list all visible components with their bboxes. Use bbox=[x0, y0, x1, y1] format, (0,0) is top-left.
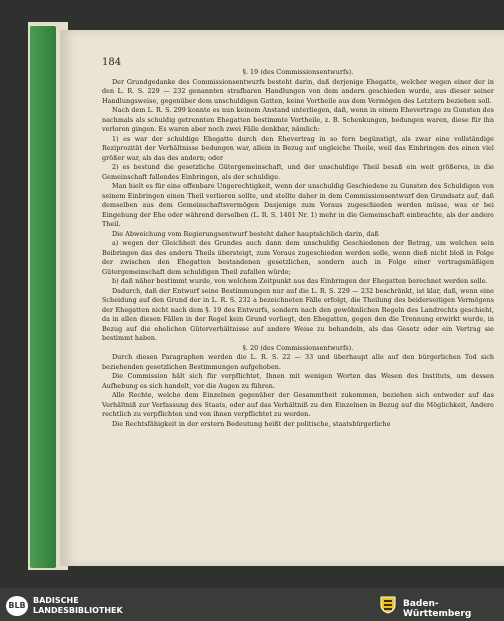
blb-name[interactable] bbox=[33, 596, 123, 616]
footer-bar bbox=[0, 588, 504, 621]
book-page bbox=[60, 30, 504, 566]
blb-name-line2: LANDESBIBLIOTHEK bbox=[33, 606, 123, 615]
paragraph: Die Rechtsfähigkeit in der erstern Bedeutung heißt der politische, staatsbürgerliche bbox=[112, 419, 391, 428]
paragraph: Man hielt es für eine offenbare Ungerechtigkeit, wenn der unschuldig Geschiedene zu Gunsten des Schuldigen von seinem Einbringen einen Theil verlieren sollte, und stellte daher in dem Commissionsentwurf den Grundsatz auf, daß demselben aus dem Gemeinschaftsvermögen Dasjenige zum Voraus zugeschieden werden müsse, was er bei Eingehung der Ehe oder während derselben (L. R. S. 1401 Nr. 1) mehr in die Gemeinschaft einbrachte, als der andere Theil. bbox=[102, 182, 494, 228]
paragraph: Die Commission hält sich für verpflichtet, Ihnen mit wenigen Worten das Wesen des Instituts, um dessen Aufhebung es sich handelt, vor die Augen zu führen. bbox=[102, 372, 494, 390]
blb-logo[interactable]: BLB bbox=[6, 596, 28, 616]
page-text bbox=[102, 68, 494, 429]
page-number: 184 bbox=[102, 57, 122, 68]
blb-name-line1: BADISCHE bbox=[33, 596, 79, 605]
book-cover bbox=[30, 26, 56, 568]
paragraph: Der Grundgedanke des Commissionsentwurfs besteht darin, daß derjenige Ehegatte, welcher wegen einer der in den L. R. S. 229 — 232 genannten strafbaren Handlungen von dem andern geschieden wurde, aus dieser seiner Handlungsweise, gegenüber dem unschuldigen Gatten, keine Vortheile aus dem Vermögen des Letztern beziehen soll. bbox=[102, 77, 494, 105]
paragraph: Dadurch, daß der Entwurf seine Bestimmungen nur auf die L. R. S. 229 — 232 beschränkt, ist klar, daß, wenn eine Scheidung auf den Grund der in L. R. S. 232 a bezeichneten Fälle erfolgt, die Theilung des beiderseitigen Vermögens der Ehegatten nicht nach dem §. 19 des Entwurfs, sondern nach den gewöhnlichen Regeln des Landrechts geschieht, da in allen diesen Fällen in der Regel kein Grund vorliegt, den Ehegatten, gegen den die Trennung erwirkt wurde, in Bezug auf die ehelichen Güterverhältnisse auf andere Weise zu behandeln, als das Gesetz oder ein Vertrag sie bestimmt haben. bbox=[102, 286, 494, 342]
paragraph: a) wegen der Gleichheit des Grundes auch dann dem unschuldig Geschiedenen der Betrag, um welchen sein Beibringen das des andern Theils übersteigt, zum Voraus zugeschieden werden solle, wenn dieß nicht bloß in Folge der zwischen den Ehegatten bestandenen gesetzlichen, sondern auch in Folge einer vertragsmäßigen Gütergemeinschaft dem schuldigen Theil zufallen würde; bbox=[102, 239, 494, 276]
paragraph: Durch diesen Paragraphen werden die L. R. S. 22 — 33 und überhaupt alle auf den bürgerlichen Tod sich beziehenden gesetzlichen Bestimmungen aufgehoben. bbox=[102, 353, 494, 371]
paragraph: 2) es bestund die gesetzliche Gütergemeinschaft, und der unschuldige Theil besaß ein weit größeres, in die Gemeinschaft fallendes Einbringen, als der schuldige. bbox=[102, 163, 494, 181]
paragraph: Die Abweichung vom Regierungsentwurf besteht daher hauptsächlich darin, daß bbox=[112, 229, 379, 238]
coat-of-arms-icon bbox=[378, 596, 398, 614]
section-heading: §. 19 (des Commissionsentwurfs). bbox=[242, 68, 354, 76]
bw-name[interactable]: Baden-Württemberg bbox=[403, 599, 472, 619]
paragraph: Nach dem L. R. S. 299 konnte es nun keinem Anstand unterliegen, daß, wenn in einem Ehevertrage zu Gunsten des nachmals als schuldig getrennten Ehegatten bestimmte Vortheile, z. B. Schenkungen, bedungen waren, diese für ihn verloren gingen. Es waren aber noch zwei Fälle denkbar, nämlich: bbox=[102, 106, 494, 133]
paragraph: Alle Rechte, welche dem Einzelnen gegenüber der Gesammtheit zukommen, beziehen sich entweder auf das Verhältniß zur Verfassung des Staats, oder auf das Verhältniß zu den Einzelnen in Bezug auf die Möglichkeit, Andere rechtlich zu verpflichten und von ihnen verpflichtet zu werden. bbox=[102, 391, 494, 418]
paragraph: 1) es war der schuldige Ehegatte durch den Ehevertrag in so fern begünstigt, als zwar eine vollständige Reziprozität der Verhältnisse bedungen war, allein in Bezug auf ungleiche Theile, weil das Einbringen des einen viel größer war, als das des andern; oder bbox=[102, 134, 494, 162]
paragraph: b) daß näher bestimmt wurde, von welchem Zeitpunkt aus das Einbringen der Ehegatten berechnet werden solle. bbox=[112, 277, 488, 285]
section-heading: §. 20 (des Commissionsentwurfs). bbox=[242, 343, 354, 352]
